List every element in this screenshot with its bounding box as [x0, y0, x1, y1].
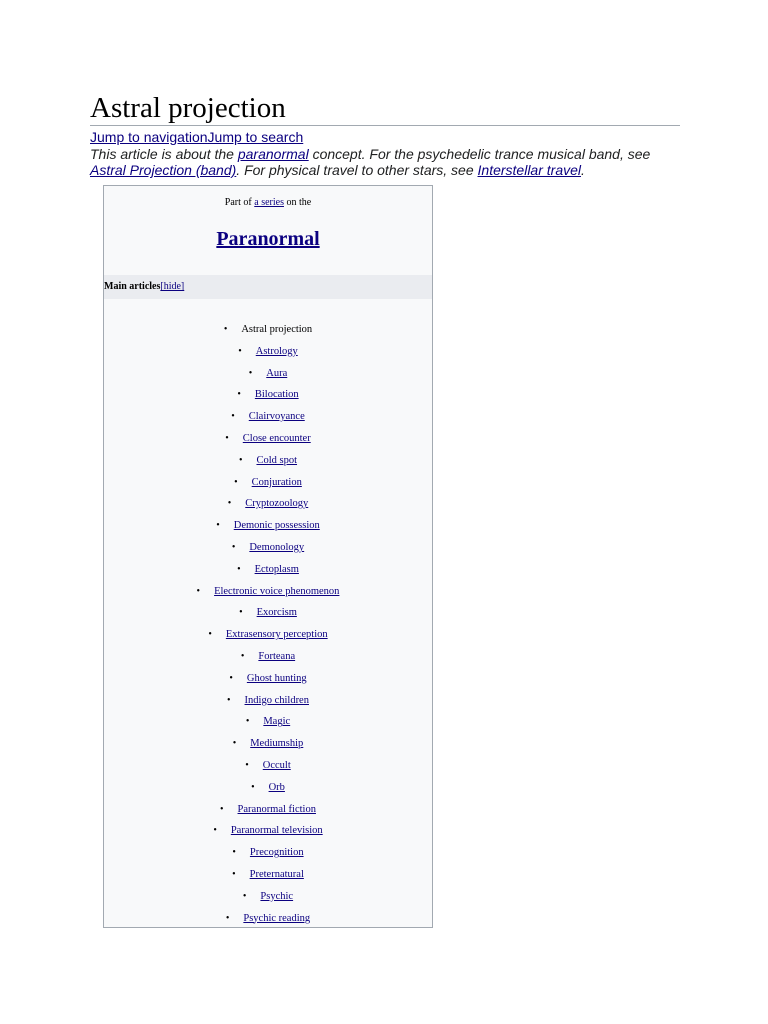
article-link[interactable]: Forteana: [258, 650, 296, 662]
list-item: [104, 341, 432, 363]
list-item: [104, 319, 432, 341]
bullet-icon: •: [208, 629, 212, 641]
article-link[interactable]: Orb: [268, 781, 285, 793]
list-item: [104, 493, 432, 515]
article-link[interactable]: Indigo children: [244, 694, 309, 706]
bullet-icon: •: [225, 432, 229, 444]
main-articles-header: [104, 275, 432, 299]
list-item: [104, 384, 432, 406]
astral-projection-band-link[interactable]: Astral Projection (band): [90, 162, 237, 178]
list-item: [104, 624, 432, 646]
list-item: [104, 581, 432, 603]
bullet-icon: •: [237, 389, 241, 401]
bullet-icon: •: [234, 476, 238, 488]
list-item: [104, 515, 432, 537]
paranormal-series-link[interactable]: Paranormal: [216, 228, 320, 250]
bullet-icon: •: [220, 803, 224, 815]
paranormal-series-sidebar: [103, 185, 433, 928]
article-link[interactable]: Psychic reading: [243, 912, 311, 924]
list-item: [104, 820, 432, 842]
hatnote-text: This article is about the: [90, 146, 238, 162]
article-link[interactable]: Exorcism: [256, 607, 297, 619]
bullet-icon: •: [237, 563, 241, 575]
list-item: [104, 777, 432, 799]
main-articles-list: [104, 319, 432, 928]
article-link[interactable]: Cold spot: [256, 454, 298, 466]
article-link[interactable]: Mediumship: [250, 738, 304, 750]
title-divider: [90, 125, 680, 126]
bullet-icon: •: [225, 912, 230, 924]
article-link[interactable]: Close encounter: [242, 432, 311, 444]
article-link[interactable]: Cryptozoology: [245, 498, 309, 510]
jump-to-search-link[interactable]: Jump to search: [207, 129, 304, 145]
bullet-icon: •: [245, 716, 250, 728]
list-item: [104, 842, 432, 864]
article-link[interactable]: Demonology: [249, 541, 305, 553]
article-link[interactable]: Electronic voice phenomenon: [214, 585, 340, 597]
series-title: [104, 228, 432, 251]
paranormal-link[interactable]: paranormal: [237, 146, 309, 162]
bullet-icon: •: [196, 585, 201, 597]
bullet-icon: •: [227, 498, 232, 510]
list-item: [104, 886, 432, 908]
article-link[interactable]: Bilocation: [254, 389, 299, 401]
bullet-icon: •: [231, 411, 235, 423]
list-item: [104, 646, 432, 668]
bullet-icon: •: [242, 890, 247, 902]
jump-links: [90, 129, 303, 145]
jump-to-navigation-link[interactable]: Jump to navigation: [90, 129, 208, 145]
list-item: [104, 864, 432, 886]
article-link[interactable]: Clairvoyance: [248, 411, 305, 423]
bullet-icon: •: [238, 454, 243, 466]
article-link[interactable]: Aura: [266, 367, 288, 379]
list-item: [104, 733, 432, 755]
bullet-icon: •: [213, 825, 217, 837]
hatnote-text: .: [581, 162, 585, 178]
article-link[interactable]: Occult: [262, 759, 291, 771]
list-item: [104, 799, 432, 821]
list-item: [104, 690, 432, 712]
list-item: [104, 363, 432, 385]
list-item: [104, 755, 432, 777]
list-item: [104, 908, 432, 928]
list-item: [104, 559, 432, 581]
article-link[interactable]: Paranormal fiction: [237, 803, 316, 815]
bullet-icon: •: [231, 541, 236, 553]
bullet-icon: •: [232, 738, 237, 750]
list-item: [104, 711, 432, 733]
article-link[interactable]: Ectoplasm: [254, 563, 299, 575]
bullet-icon: •: [223, 324, 228, 335]
list-item: [104, 602, 432, 624]
list-item: [104, 668, 432, 690]
interstellar-travel-link[interactable]: Interstellar travel: [477, 162, 581, 178]
series-pretitle: Part of a series on the: [224, 197, 312, 208]
list-item: [104, 450, 432, 472]
hatnote-text: . For physical travel to other stars, see: [236, 162, 478, 178]
list-item: [104, 472, 432, 494]
bullet-icon: •: [227, 694, 231, 706]
hide-toggle-link[interactable]: [hide]: [160, 281, 185, 292]
a-series-link[interactable]: a series: [254, 197, 284, 208]
article-link[interactable]: Ghost hunting: [246, 672, 307, 684]
page-title: Astral projection: [90, 92, 286, 124]
article-link[interactable]: Magic: [263, 716, 291, 728]
bullet-icon: •: [216, 520, 220, 532]
hatnote-text: concept. For the psychedelic trance musical band, see: [308, 146, 651, 162]
article-link[interactable]: Psychic: [260, 890, 294, 902]
bullet-icon: •: [232, 868, 236, 880]
list-item: [104, 537, 432, 559]
article-link[interactable]: Precognition: [249, 847, 304, 859]
article-link[interactable]: Demonic possession: [233, 520, 320, 532]
bullet-icon: •: [238, 345, 242, 357]
article-link[interactable]: Preternatural: [249, 868, 304, 880]
hatnote: [90, 146, 680, 178]
bullet-icon: •: [245, 759, 249, 771]
bullet-icon: •: [239, 607, 243, 619]
bullet-icon: •: [232, 847, 236, 859]
article-link[interactable]: Conjuration: [251, 476, 302, 488]
article-link[interactable]: Astrology: [255, 345, 298, 357]
main-articles-heading: Main articles[hide]: [104, 281, 185, 292]
article-link[interactable]: Paranormal television: [230, 825, 323, 837]
article-link[interactable]: Extrasensory perception: [225, 629, 328, 641]
list-item: [104, 428, 432, 450]
bullet-icon: •: [240, 650, 245, 662]
bullet-icon: •: [251, 781, 255, 793]
current-article-label: Astral projection: [241, 324, 313, 335]
bullet-icon: •: [229, 672, 233, 684]
list-item: [104, 406, 432, 428]
bullet-icon: •: [248, 367, 253, 379]
